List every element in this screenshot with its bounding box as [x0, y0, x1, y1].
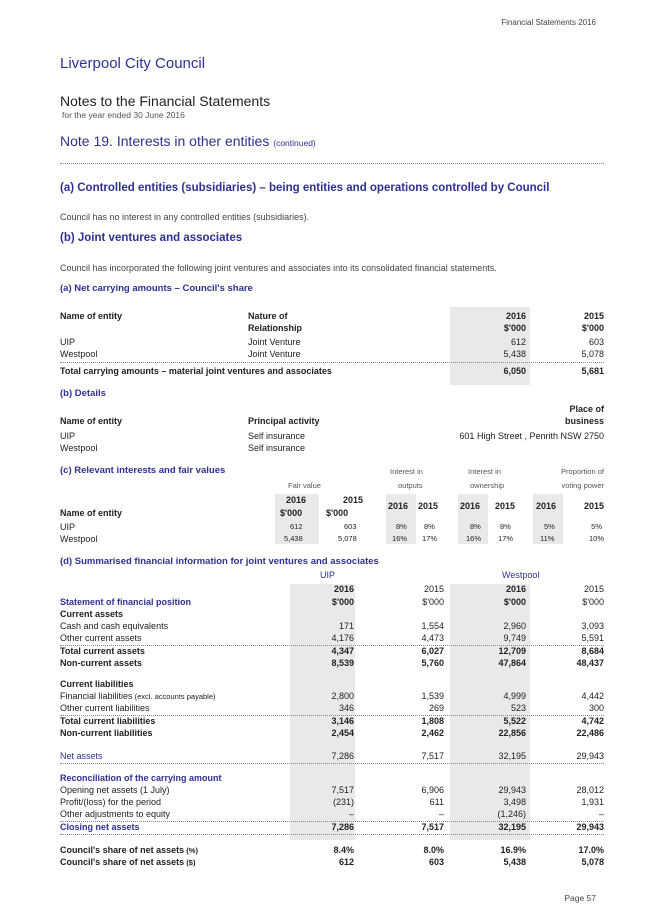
value-1: 5,760 [421, 658, 444, 668]
entity-nature: Joint Venture [248, 349, 301, 359]
row-label: Total current assets [60, 646, 145, 656]
value-0: 171 [338, 621, 354, 631]
note-title-text: Note 19. Interests in other entities [60, 133, 270, 149]
value-2: 22,856 [498, 728, 526, 738]
unit-uip-2016: $'000 [331, 597, 354, 607]
row-label: Other current assets [60, 633, 142, 643]
section-a-text: Council has no interest in any controlled entities (subsidiaries). [60, 212, 310, 222]
col-vote-2016: 2016 [536, 501, 557, 511]
out-2015: 8% [424, 522, 435, 531]
row-note: (excl. accounts payable) [132, 692, 216, 701]
value-2: 32,195 [498, 822, 526, 832]
table-row [60, 703, 604, 715]
row-label: Total current liabilities [60, 716, 156, 726]
interests-sub-header-3 [60, 508, 604, 520]
col-2015: 2015 [583, 311, 604, 321]
value-3: 22,486 [576, 728, 604, 738]
entity-activity: Self insurance [248, 443, 306, 453]
heading-label: Current assets [60, 609, 124, 619]
value-0: 8.4% [333, 845, 354, 855]
out-2016: 8% [396, 522, 407, 531]
carrying-title: (a) Net carrying amounts – Council's share [60, 283, 253, 294]
value-1: 7,517 [421, 822, 444, 832]
col-fv-2015: 2015 [343, 495, 364, 505]
value-1: 6,027 [421, 646, 444, 656]
table-row [60, 621, 604, 633]
value-0: 3,146 [331, 716, 354, 726]
summary-unit-header [60, 597, 604, 609]
value-0: 4,347 [331, 646, 354, 656]
entity-uip: UIP [320, 570, 336, 580]
interests-group-header-1 [60, 467, 604, 479]
year-west-2015: 2015 [583, 584, 604, 594]
own-2016: 16% [466, 534, 482, 543]
value-1: 1,539 [421, 691, 444, 701]
value-1: 8.0% [423, 845, 444, 855]
value-3: 48,437 [576, 658, 604, 668]
table-row [60, 522, 604, 534]
table-row [60, 431, 604, 443]
row-label: Non-current assets [60, 658, 143, 668]
table-row [60, 633, 604, 645]
value-3: 300 [588, 703, 604, 713]
value-3: 28,012 [576, 785, 604, 795]
unit-west-2015: $'000 [582, 597, 604, 607]
row-label: Financial liabilities (excl. accounts payable) [60, 691, 216, 701]
row-label: Other adjustments to equity [60, 809, 171, 819]
row-label: Net assets [60, 751, 103, 761]
note-title [60, 133, 316, 149]
col-ownership: Interest in [468, 467, 501, 476]
value-3: – [598, 809, 604, 819]
value-3: 29,943 [576, 822, 604, 832]
value-2: 16.9% [500, 845, 526, 855]
vote-2015: 10% [588, 534, 604, 543]
table-row [60, 337, 604, 349]
value-2: 523 [510, 703, 526, 713]
value-1: 7,517 [421, 751, 444, 761]
value-2: 47,864 [498, 658, 526, 668]
divider [60, 362, 604, 363]
value-0: 7,286 [331, 751, 354, 761]
row-label: Current liabilities [60, 679, 134, 689]
carrying-header-1 [60, 311, 604, 323]
value-2015: 5,078 [581, 349, 604, 359]
table-row [60, 349, 604, 361]
value-1: 611 [429, 797, 444, 807]
col-place: Place of [569, 404, 604, 414]
table-row [60, 646, 604, 658]
col-activity: Principal activity [248, 416, 320, 426]
col-outputs-2: outputs [398, 481, 423, 490]
entity-name: UIP [60, 431, 76, 441]
unit-west-2016: $'000 [503, 597, 526, 607]
value-1: 269 [428, 703, 444, 713]
own-2015: 8% [500, 522, 511, 531]
value-3: 1,931 [581, 797, 604, 807]
value-1: – [438, 809, 444, 819]
entity-name: UIP [60, 522, 76, 532]
value-2: 4,999 [503, 691, 526, 701]
row-label: Other current liabilities [60, 703, 150, 713]
row-label: Council's share of net assets (%) [60, 845, 198, 855]
net-assets-row [60, 751, 604, 763]
value-1: 2,462 [421, 728, 444, 738]
row-note: ($) [184, 858, 196, 867]
col-own-2015: 2015 [495, 501, 516, 511]
divider [60, 763, 604, 764]
total-2016: 6,050 [503, 366, 526, 376]
unit-uip-2015: $'000 [422, 597, 444, 607]
table-row [60, 809, 604, 821]
fv-2016: 612 [290, 522, 303, 531]
table-row [60, 728, 604, 740]
table-row [60, 691, 604, 703]
interests-group-header-2 [60, 481, 604, 493]
col-outputs: Interest in [390, 467, 423, 476]
value-0: 2,454 [331, 728, 354, 738]
divider [60, 163, 604, 164]
col-name: Name of entity [60, 311, 123, 321]
vote-2015: 5% [591, 522, 602, 531]
value-3: 4,442 [581, 691, 604, 701]
summary-year-header [60, 584, 604, 596]
value-2: 3,498 [503, 797, 526, 807]
carrying-total-row [60, 366, 604, 378]
col-fv-2015-unit: $'000 [326, 508, 349, 518]
col-out-2016: 2016 [388, 501, 409, 511]
carrying-header-2 [60, 323, 604, 335]
divider [60, 834, 604, 835]
entity-activity: Self insurance [248, 431, 306, 441]
col-ownership-2: ownership [470, 481, 505, 490]
value-3: 17.0% [578, 845, 604, 855]
value-1: 1,554 [421, 621, 444, 631]
entity-westpool: Westpool [502, 570, 540, 580]
value-1: 603 [428, 857, 444, 867]
summary-title: (d) Summarised financial information for joint ventures and associates [60, 556, 379, 567]
statement-label: Statement of financial position [60, 597, 192, 607]
year-uip-2015: 2015 [423, 584, 444, 594]
fv-2015: 603 [344, 522, 357, 531]
row-label: Non-current liabilities [60, 728, 153, 738]
value-0: 2,800 [331, 691, 354, 701]
value-2016: 612 [510, 337, 526, 347]
details-header-2 [60, 416, 604, 428]
section-b-text: Council has incorporated the following joint ventures and associates into its consolidated financial statements. [60, 263, 497, 273]
fv-2015: 5,078 [338, 534, 357, 543]
col-name: Name of entity [60, 508, 123, 518]
vote-2016: 11% [540, 534, 555, 543]
value-2015: 603 [588, 337, 604, 347]
col-name: Name of entity [60, 416, 123, 426]
out-2015: 17% [422, 534, 438, 543]
value-2: 12,709 [498, 646, 526, 656]
value-0: 7,517 [331, 785, 354, 795]
value-2: 9,749 [503, 633, 526, 643]
year-west-2016: 2016 [505, 584, 526, 594]
entity-place: 601 High Street , Penrith NSW 2750 [459, 431, 604, 441]
total-label: Total carrying amounts – material joint ventures and associates [60, 366, 332, 376]
row-label: Closing net assets [60, 822, 140, 832]
row-label: Council's share of net assets ($) [60, 857, 196, 867]
col-fv-2016-unit: $'000 [280, 508, 303, 518]
current-assets-heading [60, 609, 604, 621]
page-number: Page 57 [564, 893, 596, 903]
table-row [60, 797, 604, 809]
value-0: 346 [338, 703, 354, 713]
section-a-title: (a) Controlled entities (subsidiaries) – being entities and operations controlled by Council [60, 182, 550, 194]
summary-entity-header [60, 570, 604, 582]
entity-name: Westpool [60, 349, 98, 359]
col-own-2016: 2016 [460, 501, 481, 511]
own-2015: 17% [498, 534, 514, 543]
page-header: Financial Statements 2016 [501, 18, 596, 27]
col-vote-2015: 2015 [583, 501, 604, 511]
recon-heading [60, 773, 604, 785]
share-amt-row [60, 857, 604, 869]
note-suffix: (continued) [273, 138, 316, 148]
current-liabilities-heading [60, 679, 604, 691]
vote-2016: 5% [544, 522, 555, 531]
value-2016: 5,438 [503, 349, 526, 359]
entity-nature: Joint Venture [248, 337, 301, 347]
entity-name: UIP [60, 337, 76, 347]
value-3: 4,742 [581, 716, 604, 726]
table-row [60, 785, 604, 797]
value-0: – [348, 809, 354, 819]
row-note: (%) [184, 846, 198, 855]
value-1: 6,906 [421, 785, 444, 795]
value-3: 5,591 [581, 633, 604, 643]
fv-2016: 5,438 [284, 534, 303, 543]
col-nature: Nature of [248, 311, 288, 321]
col-out-2015: 2015 [418, 501, 439, 511]
table-row [60, 443, 604, 455]
value-2: 32,195 [498, 751, 526, 761]
total-2015: 5,681 [581, 366, 604, 376]
interests-title: (c) Relevant interests and fair values [60, 465, 226, 476]
details-header-1 [60, 404, 604, 416]
table-row [60, 534, 604, 546]
value-2: 5,522 [503, 716, 526, 726]
out-2016: 16% [392, 534, 408, 543]
value-0: 8,539 [331, 658, 354, 668]
col-voting-2: voting power [561, 481, 604, 490]
value-3: 8,684 [581, 646, 604, 656]
col-2015-unit: $'000 [581, 323, 604, 333]
value-1: 4,473 [421, 633, 444, 643]
table-row [60, 658, 604, 670]
value-3: 3,093 [581, 621, 604, 631]
col-business: business [564, 416, 604, 426]
value-0: 4,176 [331, 633, 354, 643]
value-1: 1,808 [421, 716, 444, 726]
col-voting: Proportion of [561, 467, 604, 476]
doc-title: Notes to the Financial Statements [60, 93, 271, 109]
row-label: Opening net assets (1 July) [60, 785, 170, 795]
value-0: 612 [338, 857, 354, 867]
year-uip-2016: 2016 [333, 584, 354, 594]
col-2016-unit: $'000 [503, 323, 526, 333]
entity-name: Westpool [60, 534, 98, 544]
period: for the year ended 30 June 2016 [62, 110, 185, 120]
value-2: 29,943 [498, 785, 526, 795]
section-b-title: (b) Joint ventures and associates [60, 232, 243, 244]
own-2016: 8% [470, 522, 481, 531]
col-fv-2016: 2016 [286, 495, 307, 505]
value-2: 5,438 [503, 857, 526, 867]
value-3: 5,078 [581, 857, 604, 867]
value-0: 7,286 [331, 822, 354, 832]
row-label: Profit/(loss) for the period [60, 797, 162, 807]
col-fair-value: Fair value [288, 481, 321, 490]
details-title: (b) Details [60, 388, 106, 399]
value-2: 2,960 [503, 621, 526, 631]
value-3: 29,943 [576, 751, 604, 761]
council-name: Liverpool City Council [60, 55, 206, 72]
value-0: (231) [332, 797, 354, 807]
closing-row [60, 822, 604, 834]
entity-name: Westpool [60, 443, 98, 453]
col-relationship: Relationship [248, 323, 303, 333]
share-pct-row [60, 845, 604, 857]
row-label: Reconciliation of the carrying amount [60, 773, 222, 783]
value-2: (1,246) [497, 809, 526, 819]
col-2016: 2016 [505, 311, 526, 321]
table-row [60, 716, 604, 728]
row-label: Cash and cash equivalents [60, 621, 169, 631]
